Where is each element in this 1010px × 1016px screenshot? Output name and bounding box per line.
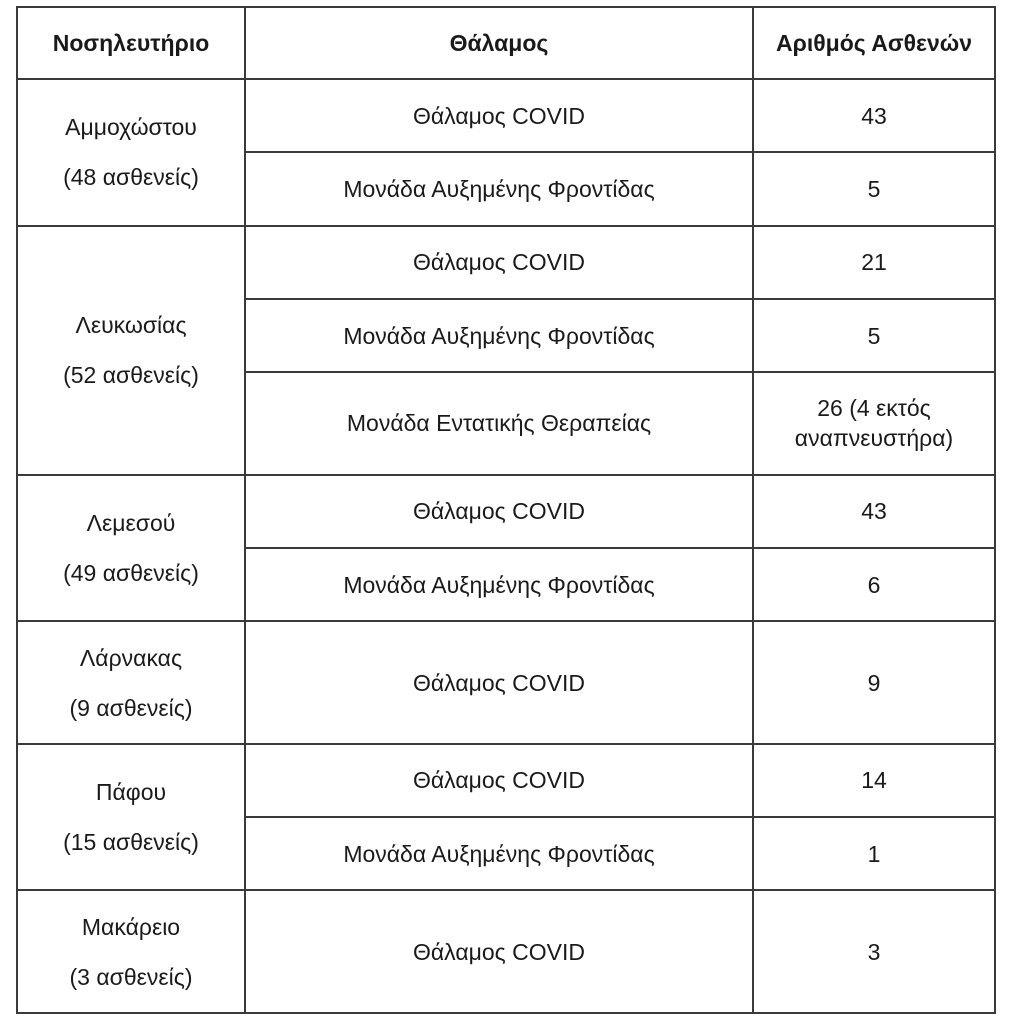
patients-cell: 43 <box>753 475 995 548</box>
patients-cell: 5 <box>753 299 995 372</box>
table-row <box>17 79 995 152</box>
ward-cell: Μονάδα Αυξημένης Φροντίδας <box>245 817 753 890</box>
table-row <box>17 744 995 817</box>
ward-cell: Μονάδα Αυξημένης Φροντίδας <box>245 299 753 372</box>
hospital-cell <box>17 226 245 475</box>
ward-cell: Θάλαμος COVID <box>245 890 753 1013</box>
hospital-patient-count: (9 ασθενείς) <box>69 694 193 721</box>
ward-cell: Θάλαμος COVID <box>245 475 753 548</box>
hospital-cell <box>17 475 245 622</box>
hospital-patient-count: (15 ασθενείς) <box>63 829 199 856</box>
table-row <box>17 890 995 1013</box>
patients-cell: 3 <box>753 890 995 1013</box>
table-row <box>17 226 995 299</box>
hospital-name: Μακάρειο <box>81 913 181 940</box>
hospital-name: Λεμεσού <box>86 510 176 536</box>
header-hospital: Νοσηλευτήριο <box>17 7 245 79</box>
hospital-name: Πάφου <box>95 779 167 806</box>
patients-cell: 9 <box>753 621 995 744</box>
patients-cell: 6 <box>753 548 995 621</box>
hospital-cell <box>17 79 245 226</box>
hospital-cell <box>17 744 245 891</box>
table-row <box>17 475 995 548</box>
hospital-cell <box>17 621 245 744</box>
ward-cell: Θάλαμος COVID <box>245 79 753 152</box>
hospital-cell <box>17 890 245 1013</box>
hospital-name: Αμμοχώστου <box>65 114 197 141</box>
ward-cell: Μονάδα Αυξημένης Φροντίδας <box>245 548 753 621</box>
patients-cell: 26 (4 εκτός αναπνευστήρα) <box>753 372 995 474</box>
hospital-patients-table <box>16 6 996 1014</box>
patients-cell: 43 <box>753 79 995 152</box>
ward-cell: Μονάδα Εντατικής Θεραπείας <box>245 372 753 474</box>
table-row <box>17 621 995 744</box>
hospital-name: Λάρνακας <box>79 644 183 671</box>
hospital-patient-count: (52 ασθενείς) <box>63 362 199 389</box>
patients-cell: 1 <box>753 817 995 890</box>
patients-cell: 14 <box>753 744 995 817</box>
ward-cell: Θάλαμος COVID <box>245 621 753 744</box>
hospital-name: Λευκωσίας <box>75 312 187 339</box>
hospital-patient-count: (3 ασθενείς) <box>69 963 193 990</box>
header-ward: Θάλαμος <box>245 7 753 79</box>
table-header-row <box>17 7 995 79</box>
hospital-patient-count: (48 ασθενείς) <box>63 164 199 191</box>
ward-cell: Μονάδα Αυξημένης Φροντίδας <box>245 152 753 225</box>
ward-cell: Θάλαμος COVID <box>245 744 753 817</box>
patients-cell: 5 <box>753 152 995 225</box>
ward-cell: Θάλαμος COVID <box>245 226 753 299</box>
hospital-patient-count: (49 ασθενείς) <box>63 560 199 586</box>
patients-cell: 21 <box>753 226 995 299</box>
header-patients: Αριθμός Ασθενών <box>753 7 995 79</box>
